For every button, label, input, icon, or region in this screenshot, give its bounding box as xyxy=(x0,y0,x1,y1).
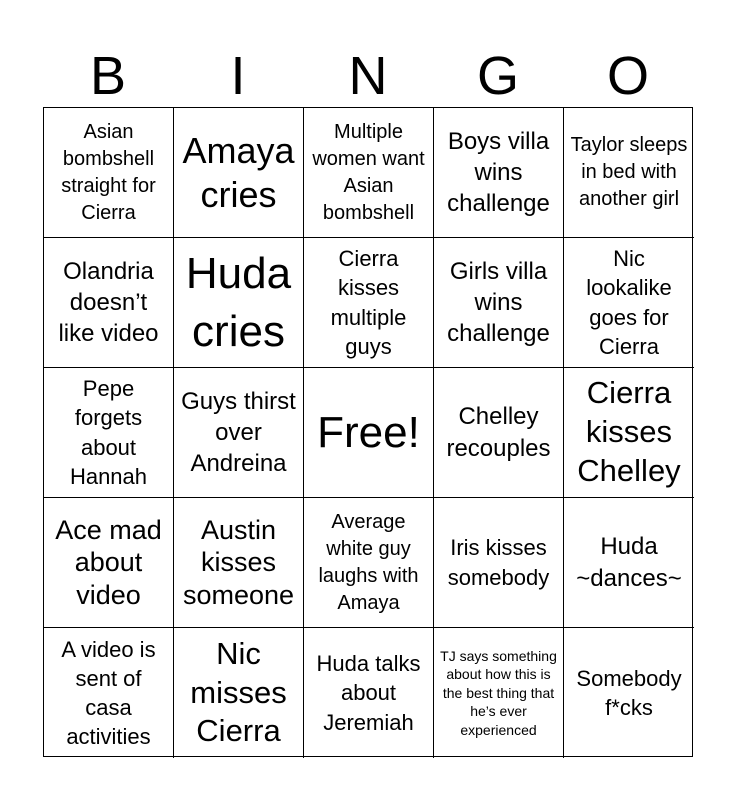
cell-text: Cierra kisses multiple guys xyxy=(330,246,407,359)
bingo-cell[interactable] xyxy=(434,368,564,498)
bingo-cell[interactable] xyxy=(44,368,174,498)
cell-text: Ace mad about video xyxy=(55,514,162,610)
bingo-cell[interactable] xyxy=(304,108,434,238)
cell-text: Austin kisses someone xyxy=(182,514,295,610)
bingo-cell[interactable] xyxy=(304,628,434,758)
free-space-label: Free! xyxy=(317,407,420,457)
bingo-cell[interactable] xyxy=(304,238,434,368)
cell-text: Huda ~dances~ xyxy=(576,533,682,592)
header-letter-o: O xyxy=(606,46,649,106)
cell-text: Olandria doesn’t like video xyxy=(58,257,159,348)
cell-text: Girls villa wins challenge xyxy=(447,257,550,348)
bingo-cell[interactable] xyxy=(434,628,564,758)
cell-text: Iris kisses somebody xyxy=(447,535,550,590)
cell-text: Multiple women want Asian bombshell xyxy=(312,120,425,224)
bingo-cell[interactable] xyxy=(434,498,564,628)
bingo-card-grid xyxy=(43,107,693,757)
cell-text: TJ says something about how this is the best thing that he’s ever experienced xyxy=(440,647,557,738)
cell-text: Nic lookalike goes for Cierra xyxy=(586,246,672,359)
bingo-header xyxy=(43,44,693,108)
bingo-cell[interactable] xyxy=(44,498,174,628)
bingo-cell[interactable] xyxy=(304,498,434,628)
header-letter-b: B xyxy=(89,46,127,106)
cell-text: Asian bombshell straight for Cierra xyxy=(61,120,156,224)
header-letter-g: G xyxy=(476,46,519,106)
free-space-cell[interactable] xyxy=(304,368,434,498)
cell-text: A video is sent of casa activities xyxy=(61,636,156,750)
cell-text: Guys thirst over Andreina xyxy=(181,387,296,478)
bingo-cell[interactable] xyxy=(434,108,564,238)
bingo-cell[interactable] xyxy=(174,368,304,498)
cell-text: Taylor sleeps in bed with another girl xyxy=(570,134,688,210)
cell-text: Somebody f*cks xyxy=(576,665,682,720)
cell-text: Boys villa wins challenge xyxy=(447,127,550,218)
cell-text: Chelley recouples xyxy=(446,403,551,462)
bingo-cell[interactable] xyxy=(434,238,564,368)
bingo-cell[interactable] xyxy=(174,238,304,368)
bingo-cell[interactable] xyxy=(564,108,694,238)
bingo-cell[interactable] xyxy=(44,628,174,758)
bingo-cell[interactable] xyxy=(564,628,694,758)
bingo-cell[interactable] xyxy=(564,238,694,368)
bingo-cell[interactable] xyxy=(564,368,694,498)
cell-text: Amaya cries xyxy=(182,130,295,215)
cell-text: Nic misses Cierra xyxy=(190,635,287,749)
cell-text: Average white guy laughs with Amaya xyxy=(318,510,419,614)
bingo-cell[interactable] xyxy=(564,498,694,628)
header-letter-n: N xyxy=(348,46,388,106)
bingo-cell[interactable] xyxy=(174,498,304,628)
bingo-cell[interactable] xyxy=(44,108,174,238)
header-letter-i: I xyxy=(230,46,246,106)
cell-text: Huda talks about Jeremiah xyxy=(316,651,421,735)
cell-text: Huda cries xyxy=(185,249,292,356)
bingo-cell[interactable] xyxy=(174,108,304,238)
bingo-cell[interactable] xyxy=(174,628,304,758)
cell-text: Cierra kisses Chelley xyxy=(577,375,681,488)
cell-text: Pepe forgets about Hannah xyxy=(69,376,148,489)
bingo-cell[interactable] xyxy=(44,238,174,368)
